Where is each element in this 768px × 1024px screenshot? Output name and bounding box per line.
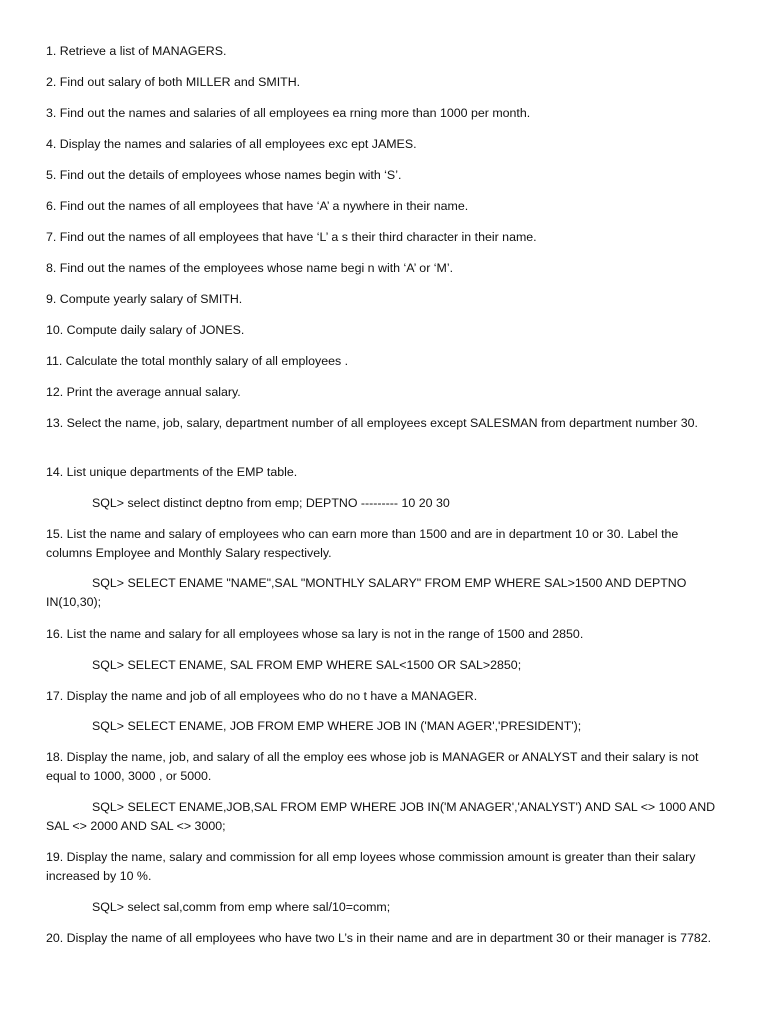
question-15: 15. List the name and salary of employees who can earn more than 1500 and are in department 10 or 30. Label the columns Employee and Monthly Salary respectively. (46, 527, 679, 560)
question-19: 19. Display the name, salary and commission for all emp loyees whose commission amount is greater than their salary increased by 10 %. (46, 850, 696, 883)
question-6: 6. Find out the names of all employees that have ‘A’ a nywhere in their name. (46, 199, 469, 213)
question-14: 14. List unique departments of the EMP table. (46, 465, 298, 479)
sql-19: SQL> select sal,comm from emp where sal/10=comm; (92, 900, 391, 914)
question-13: 13. Select the name, job, salary, department number of all employees except SALESMAN from department number 30. (46, 416, 698, 430)
sql-16: SQL> SELECT ENAME, SAL FROM EMP WHERE SAL<1500 OR SAL>2850; (92, 658, 522, 672)
question-1: 1. Retrieve a list of MANAGERS. (46, 44, 227, 58)
question-16: 16. List the name and salary for all employees whose sa lary is not in the range of 1500 and 2850. (46, 627, 584, 641)
sql-18: SQL> SELECT ENAME,JOB,SAL FROM EMP WHERE JOB IN('M ANAGER','ANALYST') AND SAL <> 1000 AND SAL <> 2000 AND SAL <> 3000; (46, 800, 716, 833)
question-9: 9. Compute yearly salary of SMITH. (46, 292, 243, 306)
question-17: 17. Display the name and job of all employees who do no t have a MANAGER. (46, 689, 478, 703)
sql-17: SQL> SELECT ENAME, JOB FROM EMP WHERE JOB IN ('MAN AGER','PRESIDENT'); (92, 719, 582, 733)
question-12: 12. Print the average annual salary. (46, 385, 241, 399)
question-2: 2. Find out salary of both MILLER and SMITH. (46, 75, 301, 89)
question-11: 11. Calculate the total monthly salary of all employees . (46, 354, 349, 368)
question-8: 8. Find out the names of the employees whose name begi n with ‘A’ or ‘M’. (46, 261, 454, 275)
question-3: 3. Find out the names and salaries of all employees ea rning more than 1000 per month. (46, 106, 531, 120)
question-4: 4. Display the names and salaries of all employees exc ept JAMES. (46, 137, 417, 151)
question-20: 20. Display the name of all employees who have two L’s in their name and are in department 30 or their manager is 7782. (46, 931, 712, 945)
sql-14: SQL> select distinct deptno from emp; DEPTNO --------- 10 20 30 (92, 496, 450, 510)
question-5: 5. Find out the details of employees whose names begin with ‘S’. (46, 168, 402, 182)
question-18: 18. Display the name, job, and salary of all the employ ees whose job is MANAGER or ANALYST and their salary is not equal to 1000, 3000 , or 5000. (46, 750, 699, 783)
question-10: 10. Compute daily salary of JONES. (46, 323, 245, 337)
question-7: 7. Find out the names of all employees that have ‘L’ a s their third character in their name. (46, 230, 537, 244)
sql-15: SQL> SELECT ENAME "NAME",SAL "MONTHLY SALARY" FROM EMP WHERE SAL>1500 AND DEPTNO IN(10,30); (46, 576, 687, 609)
